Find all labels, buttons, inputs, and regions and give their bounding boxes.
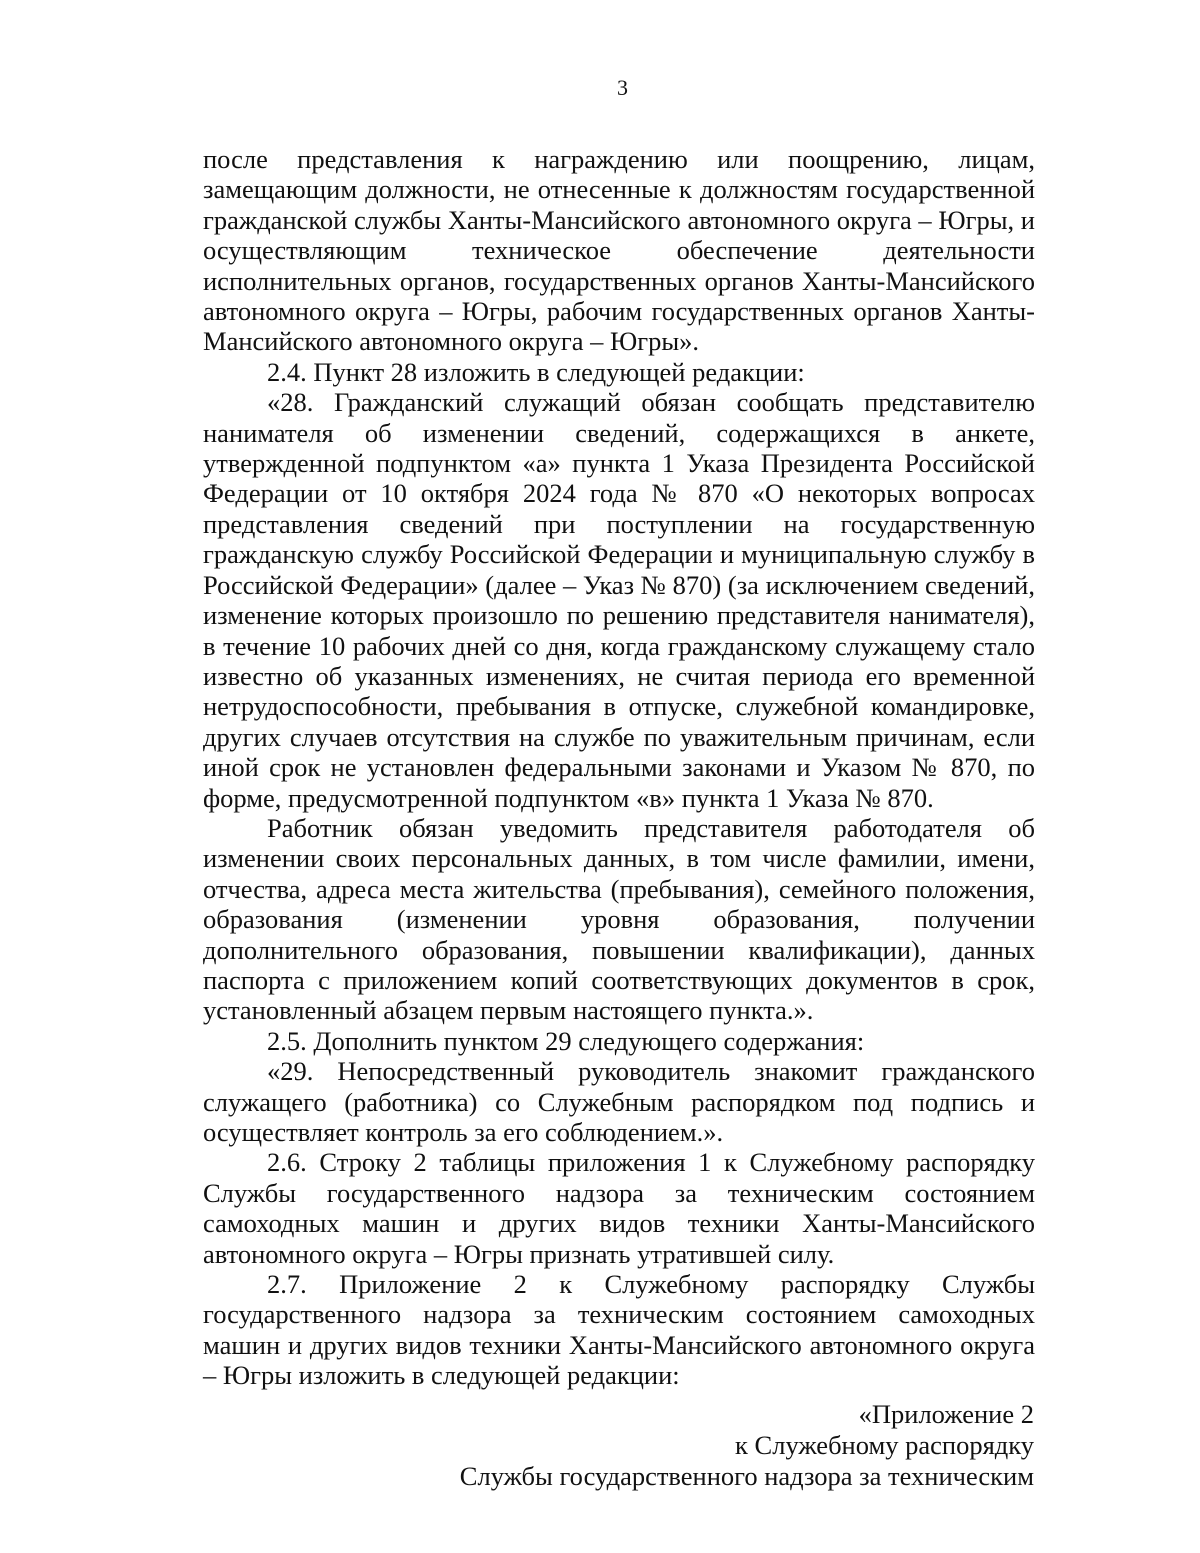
paragraph-2-5: 2.5. Дополнить пунктом 29 следующего содержания:: [267, 1025, 865, 1056]
paragraph-2-6: 2.6. Строку 2 таблицы приложения 1 к Служебному распорядку Службы государственного надзора за техническим состоянием самоходных машин и других видов техники Ханты-Мансийского автономного округа – Югры признать утратившей силу.: [203, 1147, 1035, 1269]
paragraph-continuation: после представления к награждению или поощрению, лицам, замещающим должности, не отнесенные к должностям государственной гражданской службы Ханты-Мансийского автономного округа – Югры, и осуществляющим техническое обеспечение деятельности исполнительных органов, государственных органов Ханты-Мансийского автономного округа – Югры, рабочим государственных органов Ханты-Мансийского автономного округа – Югры».: [203, 144, 1035, 357]
appendix-service-name: Службы государственного надзора за техническим: [459, 1461, 1034, 1491]
appendix-reference: к Служебному распорядку: [735, 1430, 1034, 1460]
appendix-header: [460, 1399, 1034, 1492]
paragraph-2-4: 2.4. Пункт 28 изложить в следующей редакции:: [267, 356, 805, 387]
document-body: [203, 144, 1035, 1391]
paragraph-employee-obligation: Работник обязан уведомить представителя работодателя об изменении своих персональных данных, в том числе фамилии, имени, отчества, адреса места жительства (пребывания), семейного положения, образования (изменении уровня образования, получении дополнительного образования, повышении квалификации), данных паспорта с приложением копий соответствующих документов в срок, установленный абзацем первым настоящего пункта.».: [203, 812, 1035, 1026]
paragraph-2-7: 2.7. Приложение 2 к Служебному распорядку Службы государственного надзора за техническим состоянием самоходных машин и других видов техники Ханты-Мансийского автономного округа – Югры изложить в следующей редакции:: [203, 1269, 1035, 1391]
paragraph-point-29: «29. Непосредственный руководитель знакомит гражданского служащего (работника) со Служебным распорядком под подпись и осуществляет контроль за его соблюдением.».: [203, 1056, 1035, 1147]
page-number: 3: [617, 75, 628, 100]
appendix-title: «Приложение 2: [858, 1399, 1034, 1429]
paragraph-point-28: «28. Гражданский служащий обязан сообщать представителю нанимателя об изменении сведений, содержащихся в анкете, утвержденной подпунктом «а» пункта 1 Указа Президента Российской Федерации от 10 октября 2024 года № 870 «О некоторых вопросах представления сведений при поступлении на государственную гражданскую службу Российской Федерации и муниципальную службу в Российской Федерации» (далее – Указ № 870) (за исключением сведений, изменение которых произошло по решению представителя нанимателя), в течение 10 рабочих дней со дня, когда гражданскому служащему стало известно об указанных изменениях, не считая периода его временной нетрудоспособности, пребывания в отпуске, служебной командировке, других случаев отсутствия на службе по уважительным причинам, если иной срок не установлен федеральными законами и Указом № 870, по форме, предусмотренной подпунктом «в» пункта 1 Указа № 870.: [203, 387, 1035, 813]
